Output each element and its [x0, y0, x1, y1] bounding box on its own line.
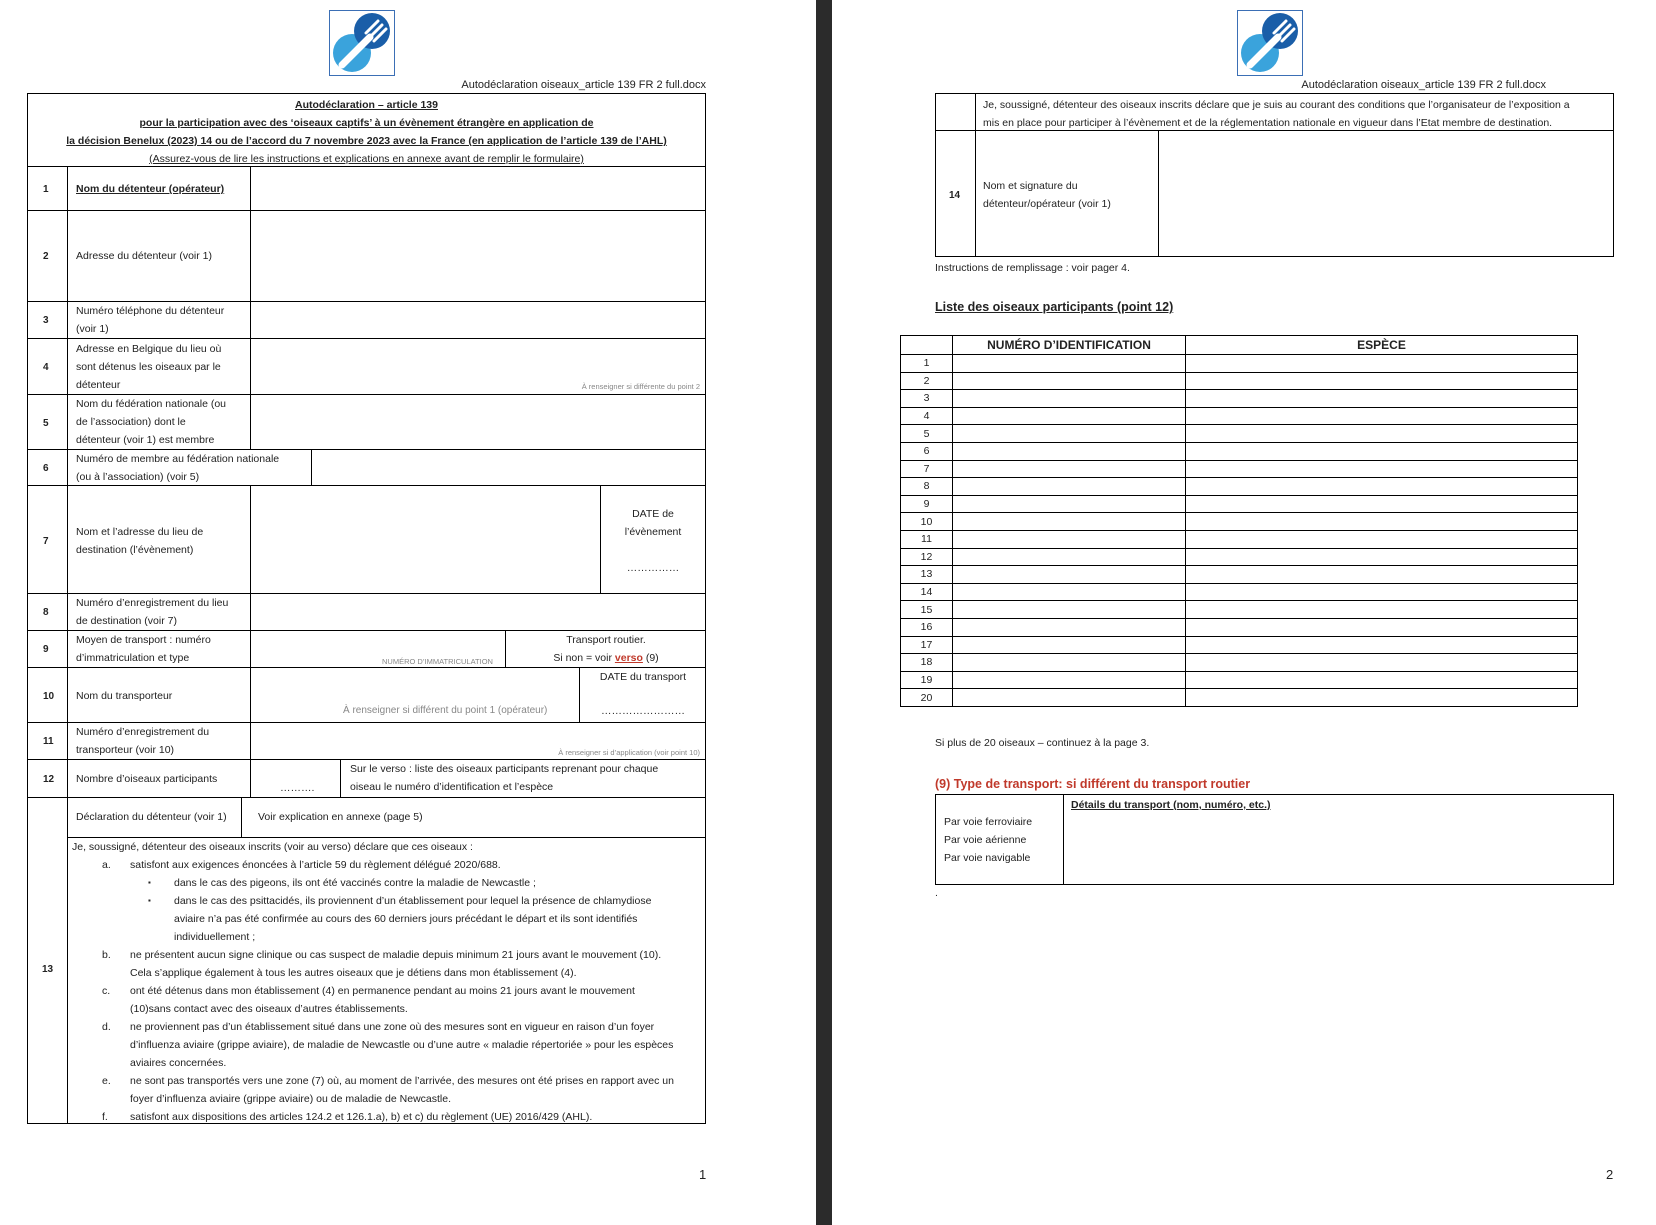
item-c-line-1: ont été détenus dans mon établissement (4) en permanence pendant au moins 21 jours avant le mouvement — [130, 985, 635, 997]
item-c-letter: c. — [102, 985, 111, 997]
row-4-number: 4 — [43, 362, 49, 373]
row-12-note-2: oiseau le numéro d’identification et l’espèce — [350, 781, 554, 793]
table-row — [901, 618, 1578, 636]
identification-cell[interactable] — [953, 513, 1186, 531]
row-index: 12 — [901, 548, 953, 566]
row-index: 19 — [901, 671, 953, 689]
identification-cell[interactable] — [953, 548, 1186, 566]
row-14-label-1: Nom et signature du — [983, 180, 1078, 192]
species-cell[interactable] — [1186, 442, 1578, 460]
identification-cell[interactable] — [953, 530, 1186, 548]
row-11-hint: À renseigner si d’application (voir point 10) — [558, 748, 700, 757]
species-cell[interactable] — [1186, 654, 1578, 672]
species-cell[interactable] — [1186, 636, 1578, 654]
transport-mode-water[interactable]: Par voie navigable — [944, 852, 1031, 864]
verso-link[interactable]: verso — [614, 652, 643, 664]
table-row — [901, 671, 1578, 689]
table-row — [901, 425, 1578, 443]
identification-cell[interactable] — [953, 478, 1186, 496]
row-9-hint: NUMÉRO D’IMMATRICULATION — [382, 657, 493, 666]
item-psittacides-line-2: aviaire n’a pas été confirmée au cours des 60 derniers jours précédant le départ et ils sont identifiés — [174, 913, 638, 925]
vehicle-registration-field[interactable] — [252, 632, 503, 665]
row-index: 1 — [901, 355, 953, 373]
row-3-label-2: (voir 1) — [76, 323, 109, 335]
item-pigeons-text: dans le cas des pigeons, ils ont été vaccinés contre la maladie de Newcastle ; — [174, 877, 536, 889]
identification-cell[interactable] — [953, 355, 1186, 373]
row-6-number: 6 — [43, 463, 49, 474]
row-5-label-1: Nom du fédération nationale (ou — [76, 398, 227, 410]
row-6-label-2: (ou à l’association) (voir 5) — [76, 471, 200, 483]
bullet-pigeons: ▪ — [148, 878, 151, 887]
logo-fork-icon — [1237, 10, 1303, 76]
event-date-input[interactable]: …………… — [626, 562, 680, 574]
species-cell[interactable] — [1186, 689, 1578, 707]
row-9-number: 9 — [43, 644, 49, 655]
identification-cell[interactable] — [953, 636, 1186, 654]
document-page-1 — [0, 0, 816, 1225]
row-7-label-1: Nom et l’adresse du lieu de — [76, 526, 204, 538]
transport-date-input[interactable]: …………………… — [601, 705, 685, 717]
road-transport-label: Transport routier. — [566, 634, 646, 646]
item-psittacides-line-1: dans le cas des psittacidés, ils proviennent d’un établissement pour lequel la présence de chlamydiose — [174, 895, 652, 907]
row-1-label: Nom du détenteur (opérateur) — [76, 183, 225, 195]
row-8-label-2: de destination (voir 7) — [76, 615, 177, 627]
transport-date-label: DATE du transport — [599, 671, 687, 683]
table-row — [901, 442, 1578, 460]
species-cell[interactable] — [1186, 548, 1578, 566]
table-row — [901, 654, 1578, 672]
row-index: 15 — [901, 601, 953, 619]
species-cell[interactable] — [1186, 407, 1578, 425]
row-index: 9 — [901, 495, 953, 513]
transport-details-field[interactable] — [1065, 814, 1612, 883]
identification-cell[interactable] — [953, 566, 1186, 584]
table-row — [901, 530, 1578, 548]
holder-phone-field[interactable] — [252, 303, 704, 336]
species-cell[interactable] — [1186, 601, 1578, 619]
table-row — [901, 548, 1578, 566]
more-birds-note: Si plus de 20 oiseaux – continuez à la page 3. — [935, 737, 1150, 749]
row-index: 5 — [901, 425, 953, 443]
identification-cell[interactable] — [953, 372, 1186, 390]
table-row — [901, 495, 1578, 513]
species-cell[interactable] — [1186, 425, 1578, 443]
form-subtitle-2: la décision Benelux (2023) 14 ou de l’accord du 7 novembre 2023 avec la France (en application de l’article 139 de l’AHL) — [66, 135, 667, 147]
species-cell[interactable] — [1186, 390, 1578, 408]
holder-address-field[interactable] — [252, 212, 704, 299]
table-header-row — [901, 336, 1578, 355]
form-header-note: (Assurez-vous de lire les instructions et explications en annexe avant de remplir le formulaire) — [149, 153, 584, 165]
row-4-label-1: Adresse en Belgique du lieu où — [76, 343, 222, 355]
item-b-line-2: Cela s’applique également à tous les autres oiseaux que je détiens dans mon établissement (4). — [130, 967, 577, 979]
row-2-label: Adresse du détenteur (voir 1) — [76, 250, 212, 262]
item-b-line-1: ne présentent aucun signe clinique ou cas suspect de maladie depuis minimum 21 jours avant le mouvement (10). — [130, 949, 662, 961]
destination-registration-field[interactable] — [252, 595, 704, 628]
row-8-label-1: Numéro d’enregistrement du lieu — [76, 597, 229, 609]
row-9-label-2: d’immatriculation et type — [76, 652, 190, 664]
table-row — [901, 689, 1578, 707]
item-f-letter: f. — [102, 1111, 108, 1123]
federation-name-field[interactable] — [252, 396, 704, 447]
row-8-number: 8 — [43, 607, 49, 618]
species-cell[interactable] — [1186, 495, 1578, 513]
row-index: 14 — [901, 583, 953, 601]
row-4-hint: À renseigner si différente du point 2 — [581, 382, 700, 391]
table-row — [901, 407, 1578, 425]
species-cell[interactable] — [1186, 583, 1578, 601]
species-cell[interactable] — [1186, 671, 1578, 689]
identification-cell[interactable] — [953, 425, 1186, 443]
row-12-note-1: Sur le verso : liste des oiseaux participants reprenant pour chaque — [350, 763, 659, 775]
item-e-line-1: ne sont pas transportés vers une zone (7) où, au moment de l’arrivée, des mesures ont été prises en rapport avec un — [130, 1075, 674, 1087]
belgium-address-field[interactable] — [252, 340, 704, 392]
row-5-label-3: détenteur (voir 1) est membre — [76, 434, 215, 446]
event-date-label-1: DATE de — [632, 508, 674, 520]
identification-cell[interactable] — [953, 618, 1186, 636]
species-cell[interactable] — [1186, 566, 1578, 584]
row-10-number: 10 — [43, 691, 55, 702]
declaration-text-2: mis en place pour participer à l’évènement et de la réglementation nationale en vigueur dans l’Etat membre de destination. — [983, 117, 1553, 129]
row-5-number: 5 — [43, 418, 49, 429]
signature-field[interactable] — [1160, 132, 1612, 255]
logo-fork-icon — [329, 10, 395, 76]
identification-cell[interactable] — [953, 460, 1186, 478]
row-index: 20 — [901, 689, 953, 707]
row-7-label-2: destination (l’évènement) — [76, 544, 194, 556]
row-9-label-1: Moyen de transport : numéro — [76, 634, 211, 646]
item-f-text: satisfont aux dispositions des articles 124.2 et 126.1.a), b) et c) du règlement (UE) 2016/429 (AHL). — [130, 1111, 593, 1123]
row-index: 17 — [901, 636, 953, 654]
page-number-2: 2 — [1606, 1167, 1614, 1182]
row-10-label: Nom du transporteur — [76, 690, 173, 702]
species-cell[interactable] — [1186, 460, 1578, 478]
carrier-registration-field[interactable] — [252, 724, 704, 757]
row-14-label-2: détenteur/opérateur (voir 1) — [983, 198, 1111, 210]
identification-cell[interactable] — [953, 671, 1186, 689]
table-row — [901, 636, 1578, 654]
item-d-line-1: ne proviennent pas d’un établissement situé dans une zone où des mesures sont en vigueur en raison d’un foyer — [130, 1021, 655, 1033]
bird-count-input[interactable]: ………. — [280, 782, 315, 794]
declaration-intro: Je, soussigné, détenteur des oiseaux inscrits (voir au verso) déclare que ces oiseaux : — [72, 841, 473, 853]
row-index: 6 — [901, 442, 953, 460]
row-index: 18 — [901, 654, 953, 672]
document-filename: Autodéclaration oiseaux_article 139 FR 2 full.docx — [1301, 79, 1546, 91]
transport-mode-rail[interactable]: Par voie ferroviaire — [944, 816, 1033, 828]
page-number-1: 1 — [699, 1167, 707, 1182]
row-2-number: 2 — [43, 251, 49, 262]
bird-list-title: Liste des oiseaux participants (point 12) — [935, 300, 1174, 314]
row-1-number: 1 — [43, 184, 49, 195]
row-3-number: 3 — [43, 315, 49, 326]
row-4-label-3: détenteur — [76, 379, 121, 391]
instructions-note: Instructions de remplissage : voir pager 4. — [935, 262, 1130, 274]
bullet-psittacides: ▪ — [148, 896, 151, 905]
identification-cell[interactable] — [953, 442, 1186, 460]
road-transport-note: Si non = voir verso (9) — [553, 652, 659, 664]
destination-field[interactable] — [252, 487, 598, 591]
row-5-label-2: de l’association) dont le — [76, 416, 186, 428]
row-12-number: 12 — [43, 774, 55, 785]
item-c-line-2: (10)sans contact avec des oiseaux d’autres établissements. — [130, 1003, 408, 1015]
transport-details-header: Détails du transport (nom, numéro, etc.) — [1071, 799, 1271, 811]
row-index: 7 — [901, 460, 953, 478]
species-cell[interactable] — [1186, 478, 1578, 496]
identification-cell[interactable] — [953, 495, 1186, 513]
page-divider — [816, 0, 832, 1225]
table-row — [901, 460, 1578, 478]
species-cell[interactable] — [1186, 513, 1578, 531]
document-filename: Autodéclaration oiseaux_article 139 FR 2 full.docx — [461, 79, 706, 91]
table-row — [901, 513, 1578, 531]
item-d-line-3: aviaires concernées. — [130, 1057, 227, 1069]
item-psittacides-line-3: individuellement ; — [174, 931, 256, 943]
row-13-see-annex: Voir explication en annexe (page 5) — [258, 811, 423, 823]
row-7-number: 7 — [43, 536, 49, 547]
identification-cell[interactable] — [953, 689, 1186, 707]
row-index: 11 — [901, 530, 953, 548]
row-13-label: Déclaration du détenteur (voir 1) — [76, 811, 227, 823]
end-mark: . — [935, 887, 938, 899]
holder-name-field[interactable] — [252, 168, 704, 208]
row-3-label-1: Numéro téléphone du détenteur — [76, 305, 225, 317]
table-header-index — [901, 336, 953, 355]
row-12-label: Nombre d’oiseaux participants — [76, 773, 218, 785]
item-d-letter: d. — [102, 1021, 111, 1033]
row-index: 8 — [901, 478, 953, 496]
row-11-number: 11 — [43, 736, 54, 747]
transport-mode-air[interactable]: Par voie aérienne — [944, 834, 1027, 846]
row-index: 16 — [901, 618, 953, 636]
identification-cell[interactable] — [953, 390, 1186, 408]
bird-list-table — [900, 335, 1578, 707]
species-cell[interactable] — [1186, 530, 1578, 548]
identification-cell[interactable] — [953, 407, 1186, 425]
transport-type-title: (9) Type de transport: si différent du transport routier — [935, 777, 1251, 791]
row-11-label-2: transporteur (voir 10) — [76, 744, 175, 756]
row-6-label-1: Numéro de membre au fédération nationale — [76, 453, 280, 465]
species-cell[interactable] — [1186, 618, 1578, 636]
table-row — [901, 601, 1578, 619]
species-cell[interactable] — [1186, 355, 1578, 373]
row-13-number: 13 — [42, 964, 54, 975]
form-subtitle-1: pour la participation avec des ‘oiseaux captifs’ à un évènement étrangère en application de — [139, 117, 594, 129]
item-a-text: satisfont aux exigences énoncées à l’article 59 du règlement délégué 2020/688. — [130, 859, 501, 871]
form-title: Autodéclaration – article 139 — [295, 99, 438, 111]
identification-cell[interactable] — [953, 583, 1186, 601]
item-a-letter: a. — [102, 859, 111, 871]
item-b-letter: b. — [102, 949, 111, 961]
row-index: 4 — [901, 407, 953, 425]
item-e-letter: e. — [102, 1075, 111, 1087]
table-row — [901, 355, 1578, 373]
row-11-label-1: Numéro d’enregistrement du — [76, 726, 210, 738]
species-cell[interactable] — [1186, 372, 1578, 390]
table-header-species: ESPÈCE — [1186, 336, 1578, 355]
table-row — [901, 372, 1578, 390]
item-e-line-2: foyer d’influenza aviaire (grippe aviaire) ou de maladie de Newcastle. — [130, 1093, 452, 1105]
identification-cell[interactable] — [953, 601, 1186, 619]
declaration-text-1: Je, soussigné, détenteur des oiseaux inscrits déclare que je suis au courant des conditions que l’organisateur de l’exposition a — [983, 99, 1570, 111]
row-index: 13 — [901, 566, 953, 584]
table-row — [901, 390, 1578, 408]
row-index: 3 — [901, 390, 953, 408]
item-d-line-2: d’influenza aviaire (grippe aviaire), de maladie de Newcastle ou d’une autre « maladie répertoriée » pour les espèces — [130, 1039, 674, 1051]
table-row — [901, 478, 1578, 496]
row-14-number: 14 — [949, 190, 961, 201]
row-4-label-2: sont détenus les oiseaux par le — [76, 361, 221, 373]
table-row — [901, 583, 1578, 601]
table-row — [901, 566, 1578, 584]
event-date-label-2: l’évènement — [624, 526, 682, 538]
row-index: 10 — [901, 513, 953, 531]
table-header-id: NUMÉRO D’IDENTIFICATION — [953, 336, 1186, 355]
row-10-hint: À renseigner si différent du point 1 (opérateur) — [343, 705, 548, 716]
row-index: 2 — [901, 372, 953, 390]
member-number-field[interactable] — [313, 451, 704, 483]
identification-cell[interactable] — [953, 654, 1186, 672]
